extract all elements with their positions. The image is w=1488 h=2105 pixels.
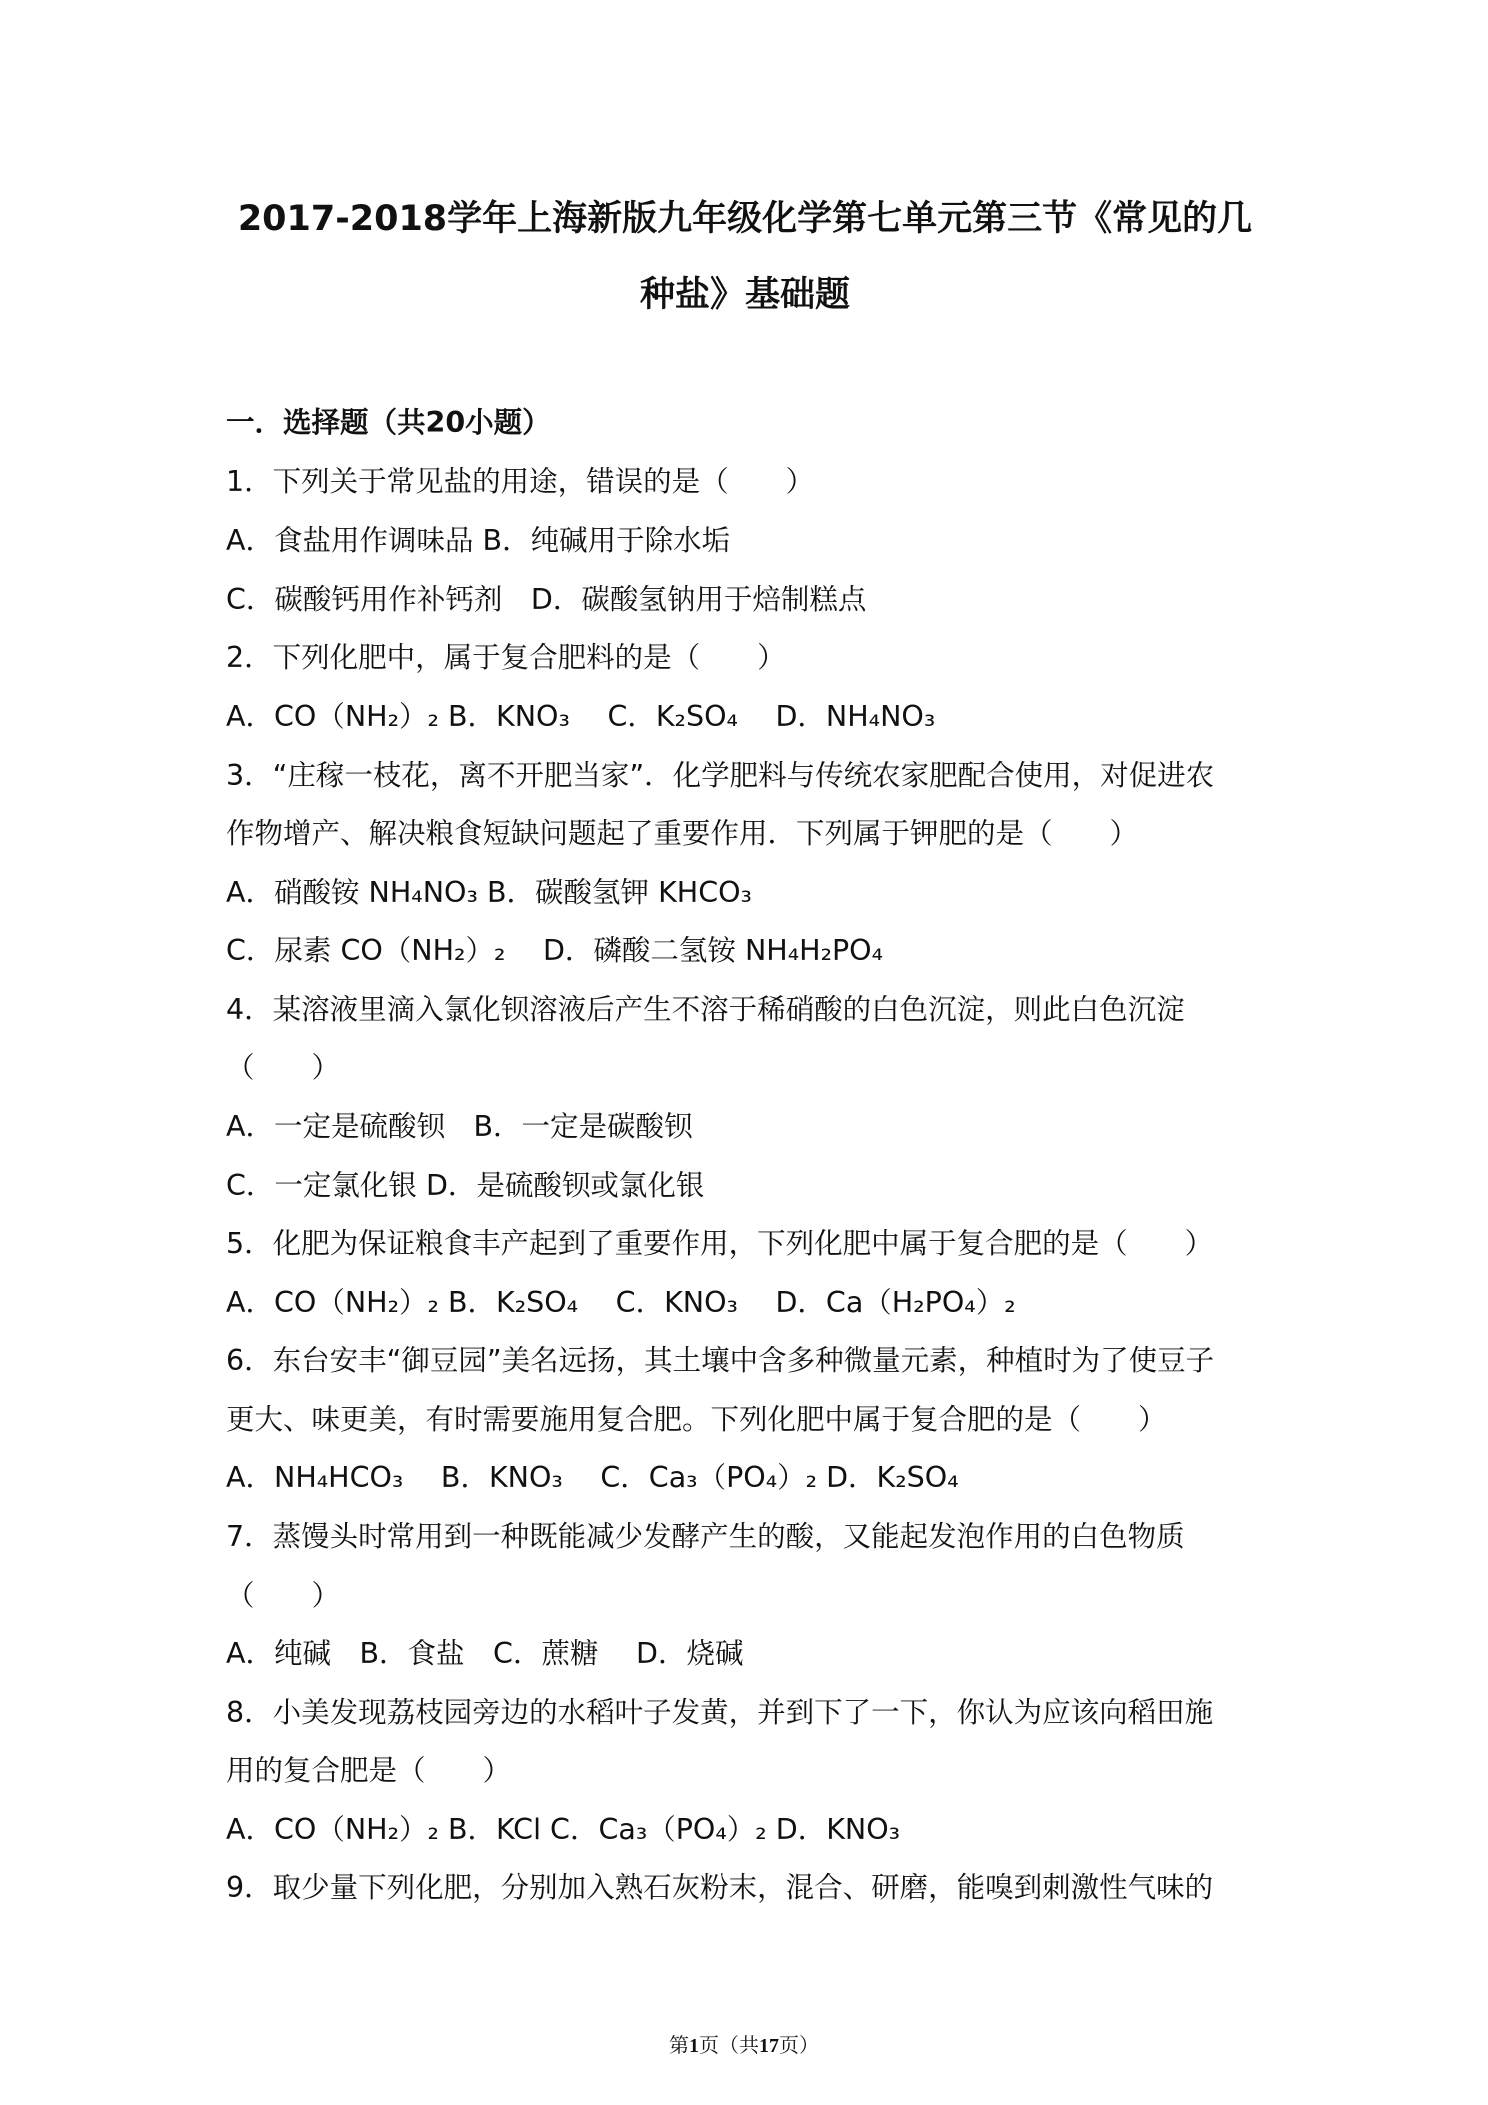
question-3-stem-line-1: 3．“庄稼一枝花，离不开肥当家”．化学肥料与传统农家肥配合使用，对促进农: [226, 759, 1215, 792]
document-title-line-2: 种盐》基础题: [639, 275, 850, 315]
question-1-stem: 1．下列关于常见盐的用途，错误的是（ ）: [226, 465, 815, 498]
question-1-options-cd: C．碳酸钙用作补钙剂 D．碳酸氢钠用于焙制糕点: [226, 583, 867, 616]
footer-middle: 页（共: [699, 2033, 759, 2057]
question-7-stem-line-2: （ ）: [226, 1579, 341, 1612]
question-4-stem-line-1: 4．某溶液里滴入氯化钡溶液后产生不溶于稀硝酸的白色沉淀，则此白色沉淀: [226, 993, 1185, 1026]
question-6-stem-line-2: 更大、味更美，有时需要施用复合肥。下列化肥中属于复合肥的是（ ）: [226, 1403, 1167, 1436]
footer-page-number: 1: [689, 2035, 699, 2057]
footer-suffix: 页）: [779, 2033, 819, 2057]
document-title-line-1: 2017-2018学年上海新版九年级化学第七单元第三节《常见的几: [237, 199, 1253, 239]
question-2-options: A．CO（NH₂）₂ B．KNO₃ C．K₂SO₄ D．NH₄NO₃: [226, 700, 936, 733]
question-7-options: A．纯碱 B．食盐 C．蔗糖 D．烧碱: [226, 1637, 744, 1670]
question-3-options-ab: A．硝酸铵 NH₄NO₃ B．碳酸氢钾 KHCO₃: [226, 876, 752, 909]
question-8-options: A．CO（NH₂）₂ B．KCl C．Ca₃（PO₄）₂ D．KNO₃: [226, 1813, 901, 1846]
question-4-options-ab: A．一定是硫酸钡 B．一定是碳酸钡: [226, 1110, 693, 1143]
question-5-stem: 5．化肥为保证粮食丰产起到了重要作用，下列化肥中属于复合肥的是（ ）: [226, 1227, 1214, 1260]
footer-total-pages: 17: [759, 2035, 779, 2057]
question-6-stem-line-1: 6．东台安丰“御豆园”美名远扬，其土壤中含多种微量元素，种植时为了使豆子: [226, 1344, 1215, 1377]
footer-prefix: 第: [669, 2033, 689, 2057]
question-3-options-cd: C．尿素 CO（NH₂）₂ D．磷酸二氢铵 NH₄H₂PO₄: [226, 934, 884, 967]
question-5-options: A．CO（NH₂）₂ B．K₂SO₄ C．KNO₃ D．Ca（H₂PO₄）₂: [226, 1286, 1016, 1319]
question-4-options-cd: C．一定氯化银 D．是硫酸钡或氯化银: [226, 1169, 705, 1202]
question-8-stem-line-1: 8．小美发现荔枝园旁边的水稻叶子发黄，并到下了一下，你认为应该向稻田施: [226, 1696, 1214, 1729]
question-2-stem: 2．下列化肥中，属于复合肥料的是（ ）: [226, 641, 786, 674]
question-8-stem-line-2: 用的复合肥是（ ）: [226, 1754, 512, 1787]
question-9-stem-line-1: 9．取少量下列化肥，分别加入熟石灰粉末，混合、研磨，能嗅到刺激性气味的: [226, 1871, 1214, 1904]
question-7-stem-line-1: 7．蒸馒头时常用到一种既能减少发酵产生的酸，又能起发泡作用的白色物质: [226, 1520, 1185, 1553]
question-4-stem-line-2: （ ）: [226, 1051, 341, 1084]
question-3-stem-line-2: 作物增产、解决粮食短缺问题起了重要作用．下列属于钾肥的是（ ）: [226, 817, 1139, 850]
page-footer: [0, 2033, 1488, 2058]
question-6-options: A．NH₄HCO₃ B．KNO₃ C．Ca₃（PO₄）₂ D．K₂SO₄: [226, 1461, 959, 1494]
question-1-options-ab: A．食盐用作调味品 B．纯碱用于除水垢: [226, 524, 731, 557]
section-heading: 一．选择题（共20小题）: [226, 406, 551, 439]
